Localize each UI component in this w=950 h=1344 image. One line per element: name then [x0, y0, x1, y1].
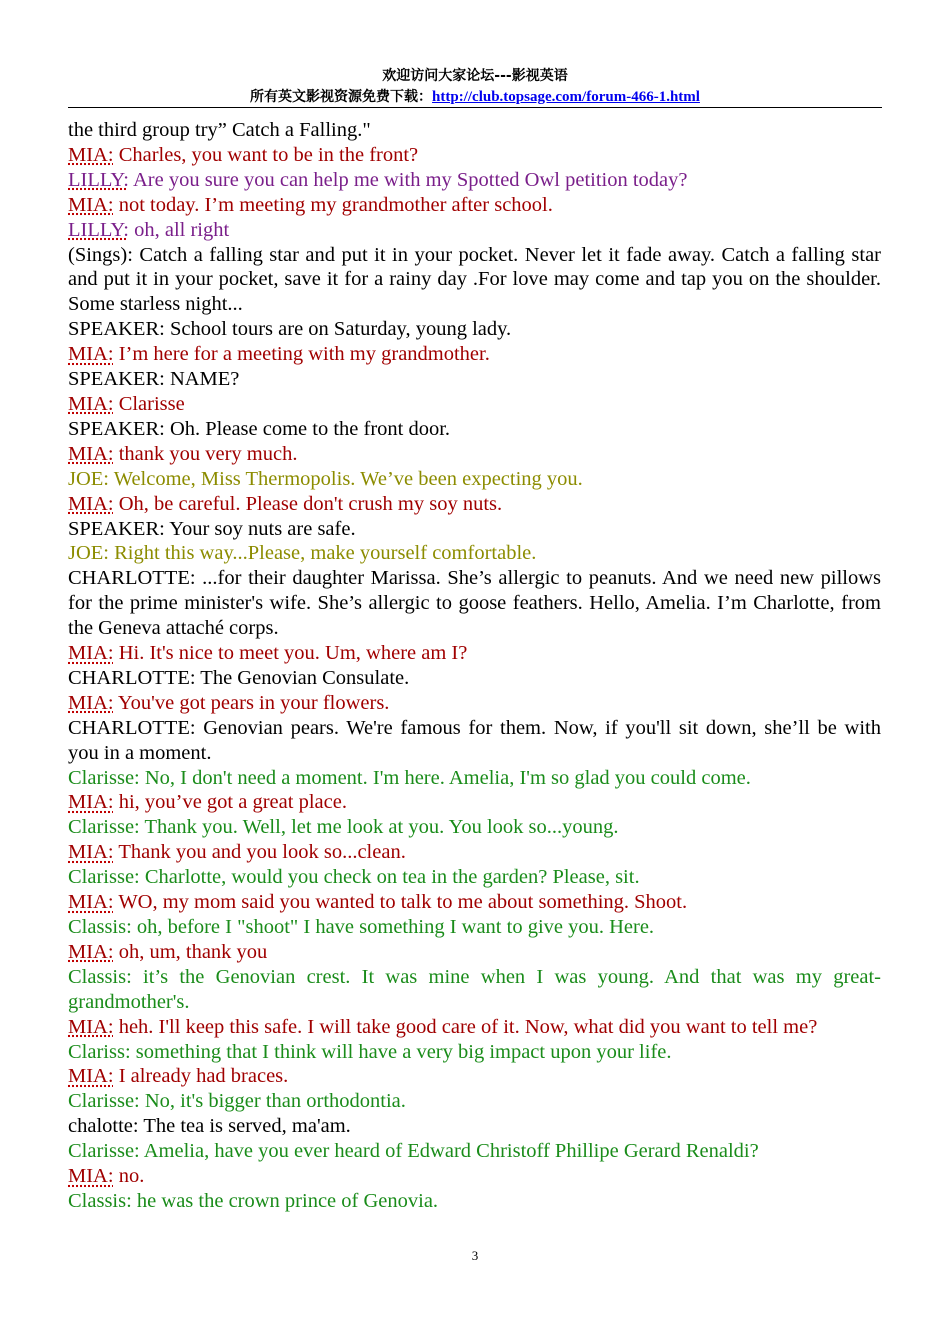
speaker-tag: MIA:	[68, 392, 114, 415]
dialogue-line	[68, 790, 881, 815]
speaker-tag: LILLY:	[68, 218, 129, 241]
dialogue-line	[68, 840, 881, 865]
dialogue-text: SPEAKER: NAME?	[68, 368, 240, 391]
dialogue-text: Hi. It's nice to meet you. Um, where am I?	[113, 642, 468, 665]
dialogue-line	[68, 342, 881, 367]
page-number: 3	[471, 1248, 479, 1263]
dialogue-text: SPEAKER: Your soy nuts are safe.	[68, 517, 356, 540]
dialogue-text: Oh, be careful. Please don't crush my soy nuts.	[113, 492, 503, 515]
speaker-tag: MIA:	[68, 791, 114, 814]
dialogue-line	[68, 965, 881, 1015]
speaker-tag: MIA:	[68, 841, 114, 864]
speaker-tag: MIA:	[68, 442, 114, 465]
dialogue-text: not today. I’m meeting my grandmother after school.	[113, 193, 553, 216]
speaker-tag: MIA:	[68, 691, 114, 714]
dialogue-line	[68, 716, 881, 766]
dialogue-text: CHARLOTTE: Genovian pears. We're famous for them. Now, if you'll sit down, she’ll be with you in a moment.	[68, 716, 881, 764]
header-title: 欢迎访问大家论坛---影视英语	[382, 68, 568, 84]
dialogue-line	[68, 218, 881, 243]
speaker-tag: MIA:	[68, 1065, 114, 1088]
dialogue-line	[68, 666, 881, 691]
page-header	[68, 66, 882, 108]
dialogue-text: You've got pears in your flowers.	[113, 691, 390, 714]
dialogue-text: no.	[113, 1165, 145, 1188]
dialogue-text: Clariss: something that I think will have a very big impact upon your life.	[68, 1040, 672, 1063]
dialogue-line	[68, 766, 881, 791]
dialogue-text: Classis: he was the crown prince of Genovia.	[68, 1189, 439, 1212]
dialogue-text: thank you very much.	[113, 442, 298, 465]
dialogue-line	[68, 691, 881, 716]
dialogue-line	[68, 517, 881, 542]
dialogue-text: Clarisse: Charlotte, would you check on tea in the garden? Please, sit.	[68, 866, 640, 889]
dialogue-text: CHARLOTTE: ...for their daughter Marissa. She’s allergic to peanuts. And we need new pillows for the prime minister's wife. She’s allergic to goose feathers. Hello, Amelia. I’m Charlotte, from the Geneva attaché corps.	[68, 567, 881, 640]
dialogue-line	[68, 492, 881, 517]
dialogue-line	[68, 815, 881, 840]
dialogue-text: oh, um, thank you	[113, 940, 268, 963]
forum-link[interactable]: http://club.topsage.com/forum-466-1.html	[432, 89, 700, 105]
header-download-label: 所有英文影视资源免费下载：	[250, 89, 433, 105]
dialogue-text: Clarisse: No, I don't need a moment. I'm here. Amelia, I'm so glad you could come.	[68, 766, 751, 789]
dialogue-text: the third group try” Catch a Falling."	[68, 119, 371, 141]
dialogue-text: oh, all right	[128, 218, 230, 241]
dialogue-line	[68, 417, 881, 442]
dialogue-line	[68, 1189, 881, 1214]
dialogue-line	[68, 143, 881, 168]
dialogue-text: JOE: Right this way...Please, make yourself comfortable.	[68, 542, 537, 565]
dialogue-line	[68, 541, 881, 566]
dialogue-line	[68, 1040, 881, 1065]
speaker-tag: MIA:	[68, 940, 114, 963]
speaker-tag: MIA:	[68, 891, 114, 914]
dialogue-text: Thank you and you look so...clean.	[113, 841, 406, 864]
dialogue-text: WO, my mom said you wanted to talk to me about something. Shoot.	[113, 891, 688, 914]
dialogue-text: SPEAKER: Oh. Please come to the front door.	[68, 417, 451, 440]
dialogue-text: Clarisse: Amelia, have you ever heard of Edward Christoff Phillipe Gerard Renaldi?	[68, 1140, 759, 1163]
dialogue-text: Clarisse: Thank you. Well, let me look at you. You look so...young.	[68, 816, 619, 839]
dialogue-line	[68, 442, 881, 467]
header-download-line	[68, 87, 882, 108]
dialogue-line	[68, 467, 881, 492]
dialogue-line	[68, 566, 881, 641]
dialogue-text: JOE: Welcome, Miss Thermopolis. We’ve been expecting you.	[68, 467, 583, 490]
dialogue-text: CHARLOTTE: The Genovian Consulate.	[68, 666, 410, 689]
dialogue-line	[68, 392, 881, 417]
dialogue-text: Charles, you want to be in the front?	[113, 143, 419, 166]
dialogue-text: SPEAKER: School tours are on Saturday, young lady.	[68, 318, 512, 341]
header-rule	[68, 107, 882, 108]
dialogue-text: hi, you’ve got a great place.	[113, 791, 347, 814]
dialogue-line	[68, 1089, 881, 1114]
dialogue-line	[68, 367, 881, 392]
dialogue-text: Classis: it’s the Genovian crest. It was mine when I was young. And that was my great-grandmother's.	[68, 965, 881, 1013]
dialogue-text: Classis: oh, before I "shoot" I have something I want to give you. Here.	[68, 916, 655, 938]
speaker-tag: MIA:	[68, 1165, 114, 1188]
dialogue-text: chalotte: The tea is served, ma'am.	[68, 1115, 351, 1138]
dialogue-line	[68, 1114, 881, 1139]
dialogue-line	[68, 1015, 881, 1040]
script-body	[68, 118, 881, 1214]
dialogue-line	[68, 193, 881, 218]
dialogue-text: I already had braces.	[113, 1065, 289, 1088]
dialogue-text: Are you sure you can help me with my Spotted Owl petition today?	[128, 168, 688, 191]
speaker-tag: MIA:	[68, 143, 114, 166]
dialogue-line	[68, 940, 881, 965]
dialogue-line	[68, 641, 881, 666]
dialogue-line	[68, 1139, 881, 1164]
speaker-tag: MIA:	[68, 1015, 114, 1038]
dialogue-line	[68, 865, 881, 890]
dialogue-line	[68, 118, 881, 143]
dialogue-line	[68, 243, 881, 318]
dialogue-line	[68, 317, 881, 342]
dialogue-line	[68, 915, 881, 940]
speaker-tag: MIA:	[68, 642, 114, 665]
speaker-tag: MIA:	[68, 193, 114, 216]
dialogue-line	[68, 168, 881, 193]
dialogue-text: (Sings): Catch a falling star and put it in your pocket. Never let it fade away. Catch a falling star and put it in your pocket, save it for a rainy day .For love may come and tap you on the shoulder. Some starless night...	[68, 243, 881, 316]
dialogue-line	[68, 1164, 881, 1189]
dialogue-text: Clarisse	[113, 392, 185, 415]
dialogue-text: I’m here for a meeting with my grandmother.	[113, 343, 490, 366]
speaker-tag: MIA:	[68, 492, 114, 515]
dialogue-line	[68, 890, 881, 915]
dialogue-line	[68, 1064, 881, 1089]
speaker-tag: MIA:	[68, 343, 114, 366]
dialogue-text: heh. I'll keep this safe. I will take good care of it. Now, what did you want to tell me?	[113, 1015, 818, 1038]
speaker-tag: LILLY:	[68, 168, 129, 191]
dialogue-text: Clarisse: No, it's bigger than orthodontia.	[68, 1090, 406, 1113]
